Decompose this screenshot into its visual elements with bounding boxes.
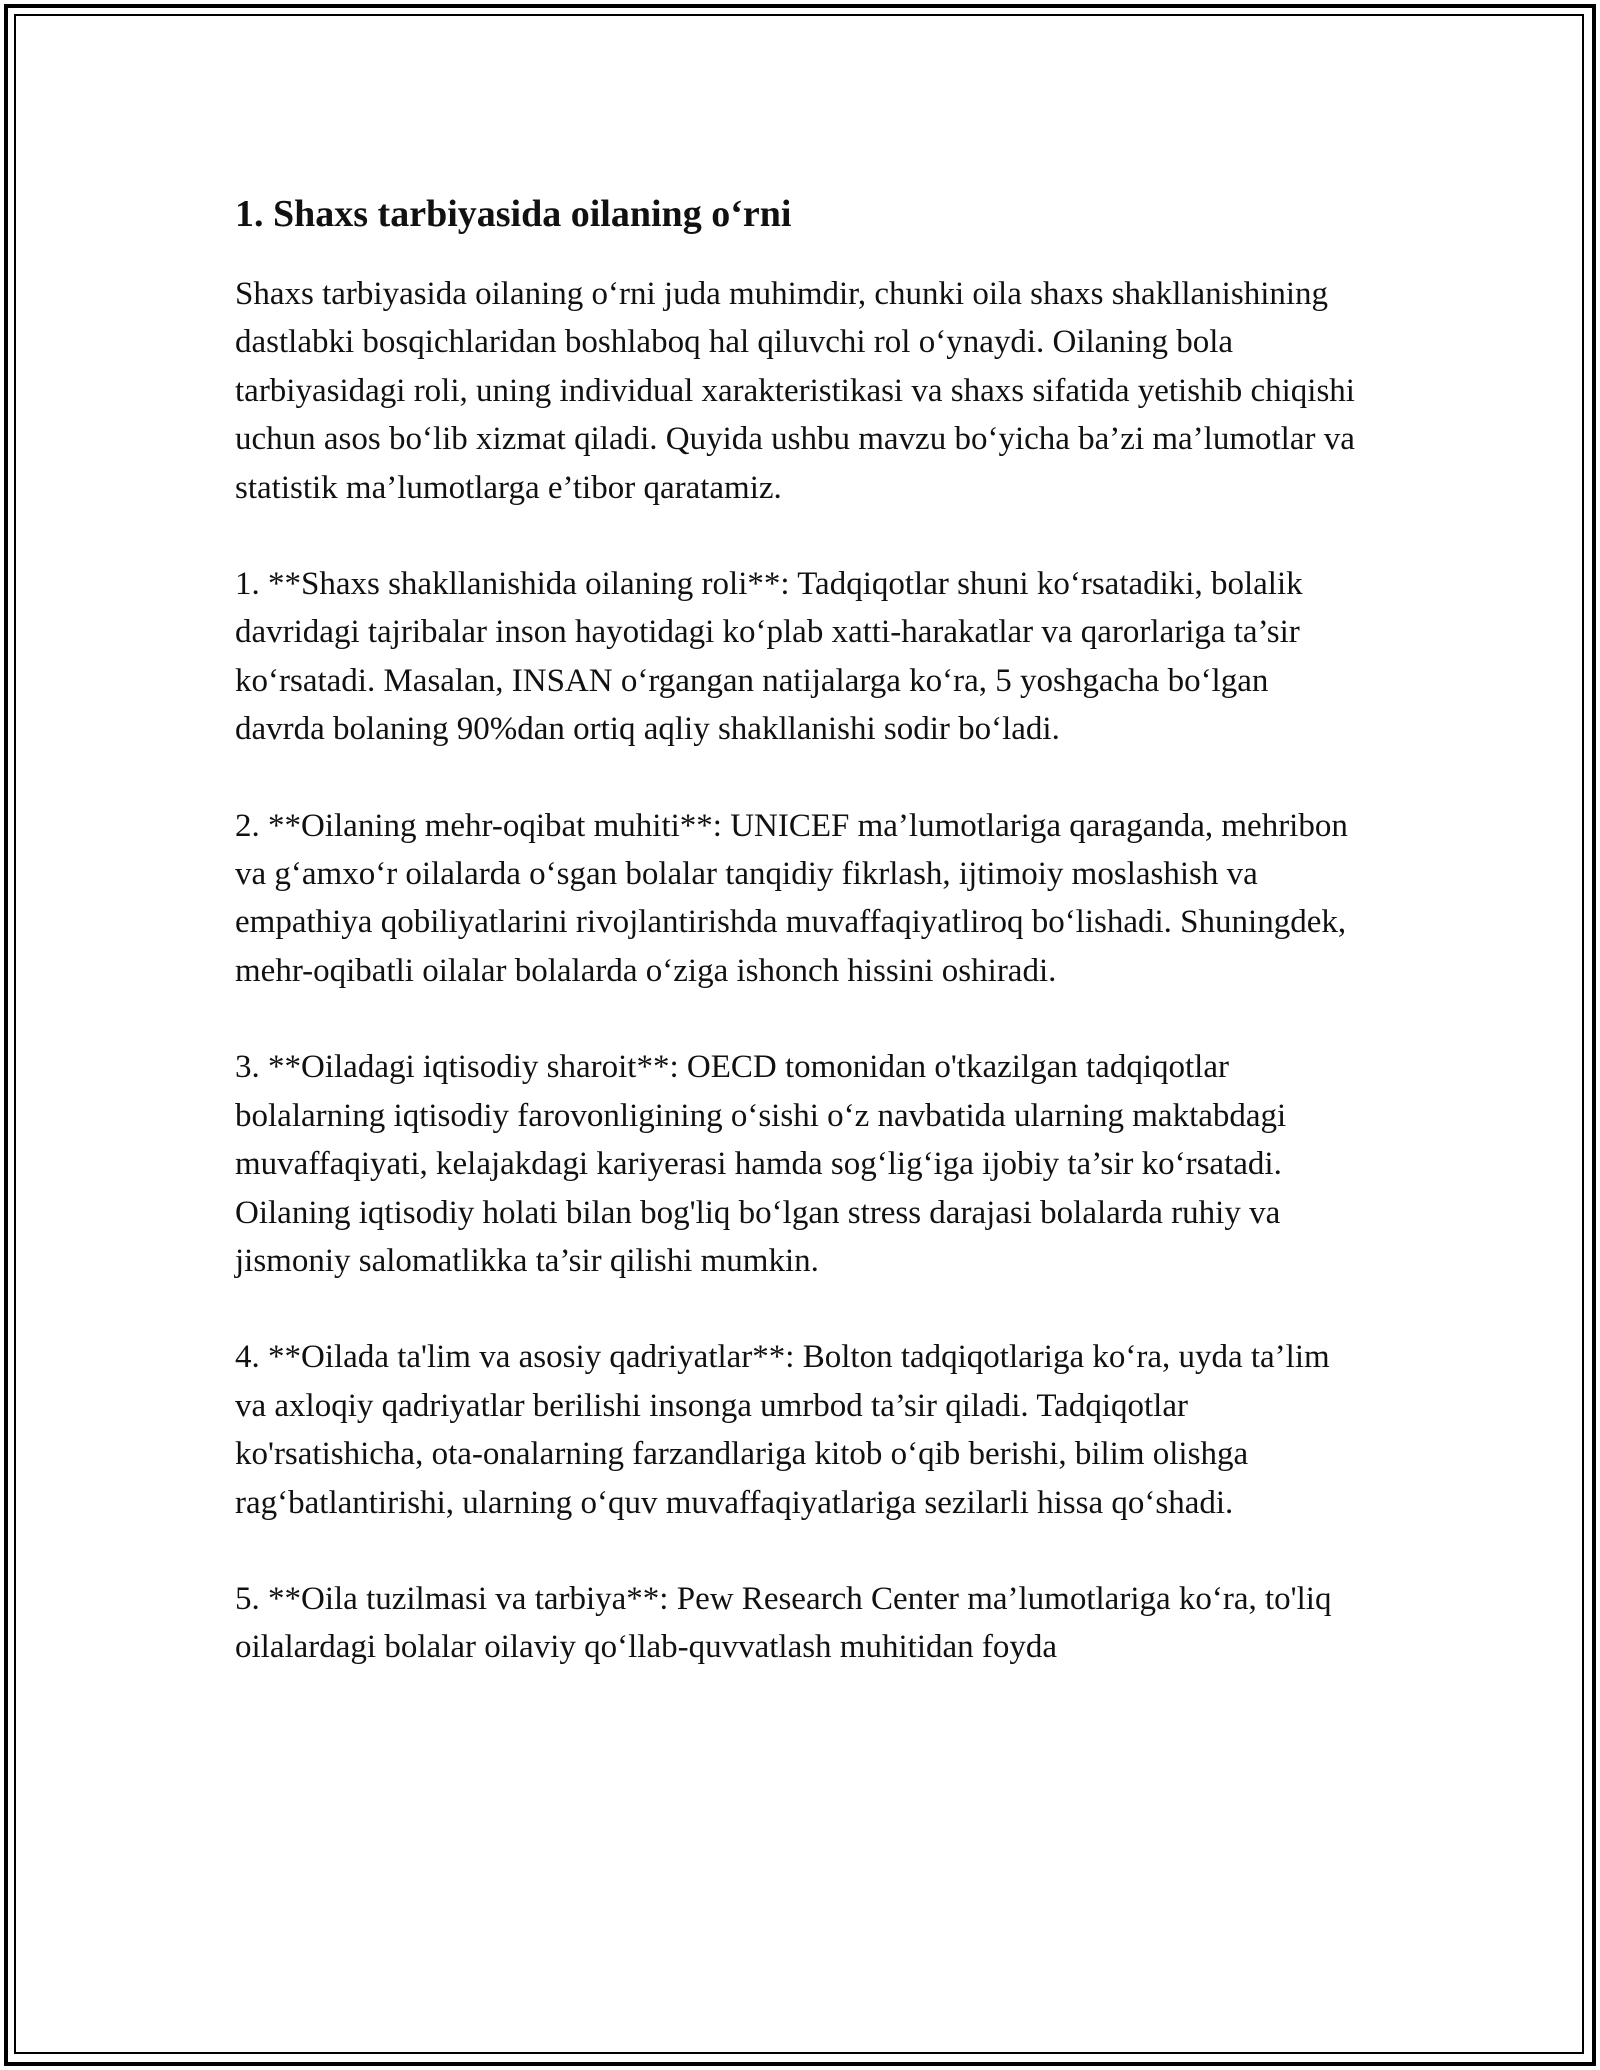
intro-paragraph: Shaxs tarbiyasida oilaning o‘rni juda muhimdir, chunki oila shaxs shakllanishining dastlabki bosqichlaridan boshlaboq hal qiluvchi rol o‘ynaydi. Oilaning bola tarbiyasidagi roli, uning individual xarakteristikasi va shaxs sifatida yetishib chiqishi uchun asos bo‘lib xizmat qiladi. Quyida ushbu mavzu bo‘yicha ba’zi ma’lumotlar va statistik ma’lumotlarga e’tibor qaratamiz. (235, 276, 1355, 506)
point-5-paragraph: 5. **Oila tuzilmasi va tarbiya**: Pew Research Center ma’lumotlariga ko‘ra, to'liq oilalardagi bolalar oilaviy qo‘llab-quvvatlash muhitidan foyda (235, 1580, 1332, 1666)
section-heading: 1. Shaxs tarbiyasida oilaning o‘rni (235, 193, 792, 235)
document-body (235, 186, 1365, 1720)
point-4-paragraph: 4. **Oilada ta'lim va asosiy qadriyatlar**: Bolton tadqiqotlariga ko‘ra, uyda ta’lim va axloqiy qadriyatlar berilishi insonga umrbod ta’sir qiladi. Tadqiqotlar ko'rsatishicha, ota-onalarning farzandlariga kitob o‘qib berishi, bilim olishga rag‘batlantirishi, ularning o‘quv muvaffaqiyatlariga sezilarli hissa qo‘shadi. (235, 1339, 1330, 1521)
point-1-paragraph: 1. **Shaxs shakllanishida oilaning roli**: Tadqiqotlar shuni ko‘rsatadiki, bolalik davridagi tajribalar inson hayotidagi ko‘plab xatti-harakatlar va qarorlariga ta’sir ko‘rsatadi. Masalan, INSAN o‘rgangan natijalarga ko‘ra, 5 yoshgacha bo‘lgan davrda bolaning 90%dan ortiq aqliy shakllanishi sodir bo‘ladi. (235, 566, 1303, 748)
point-2-paragraph: 2. **Oilaning mehr-oqibat muhiti**: UNICEF ma’lumotlariga qaraganda, mehribon va g‘amxo‘r oilalarda o‘sgan bolalar tanqidiy fikrlash, ijtimoiy moslashish va empathiya qobiliyatlarini rivojlantirishda muvaffaqiyatliroq bo‘lishadi. Shuningdek, mehr-oqibatli oilalar bolalarda o‘ziga ishonch hissini oshiradi. (235, 807, 1348, 989)
point-3-paragraph: 3. **Oiladagi iqtisodiy sharoit**: OECD tomonidan o'tkazilgan tadqiqotlar bolalarning iqtisodiy farovonligining o‘sishi o‘z navbatida ularning maktabdagi muvaffaqiyati, kelajakdagi kariyerasi hamda sog‘lig‘iga ijobiy ta’sir ko‘rsatadi. Oilaning iqtisodiy holati bilan bog'liq bo‘lgan stress darajasi bolalarda ruhiy va jismoniy salomatlikka ta’sir qilishi mumkin. (235, 1049, 1287, 1279)
